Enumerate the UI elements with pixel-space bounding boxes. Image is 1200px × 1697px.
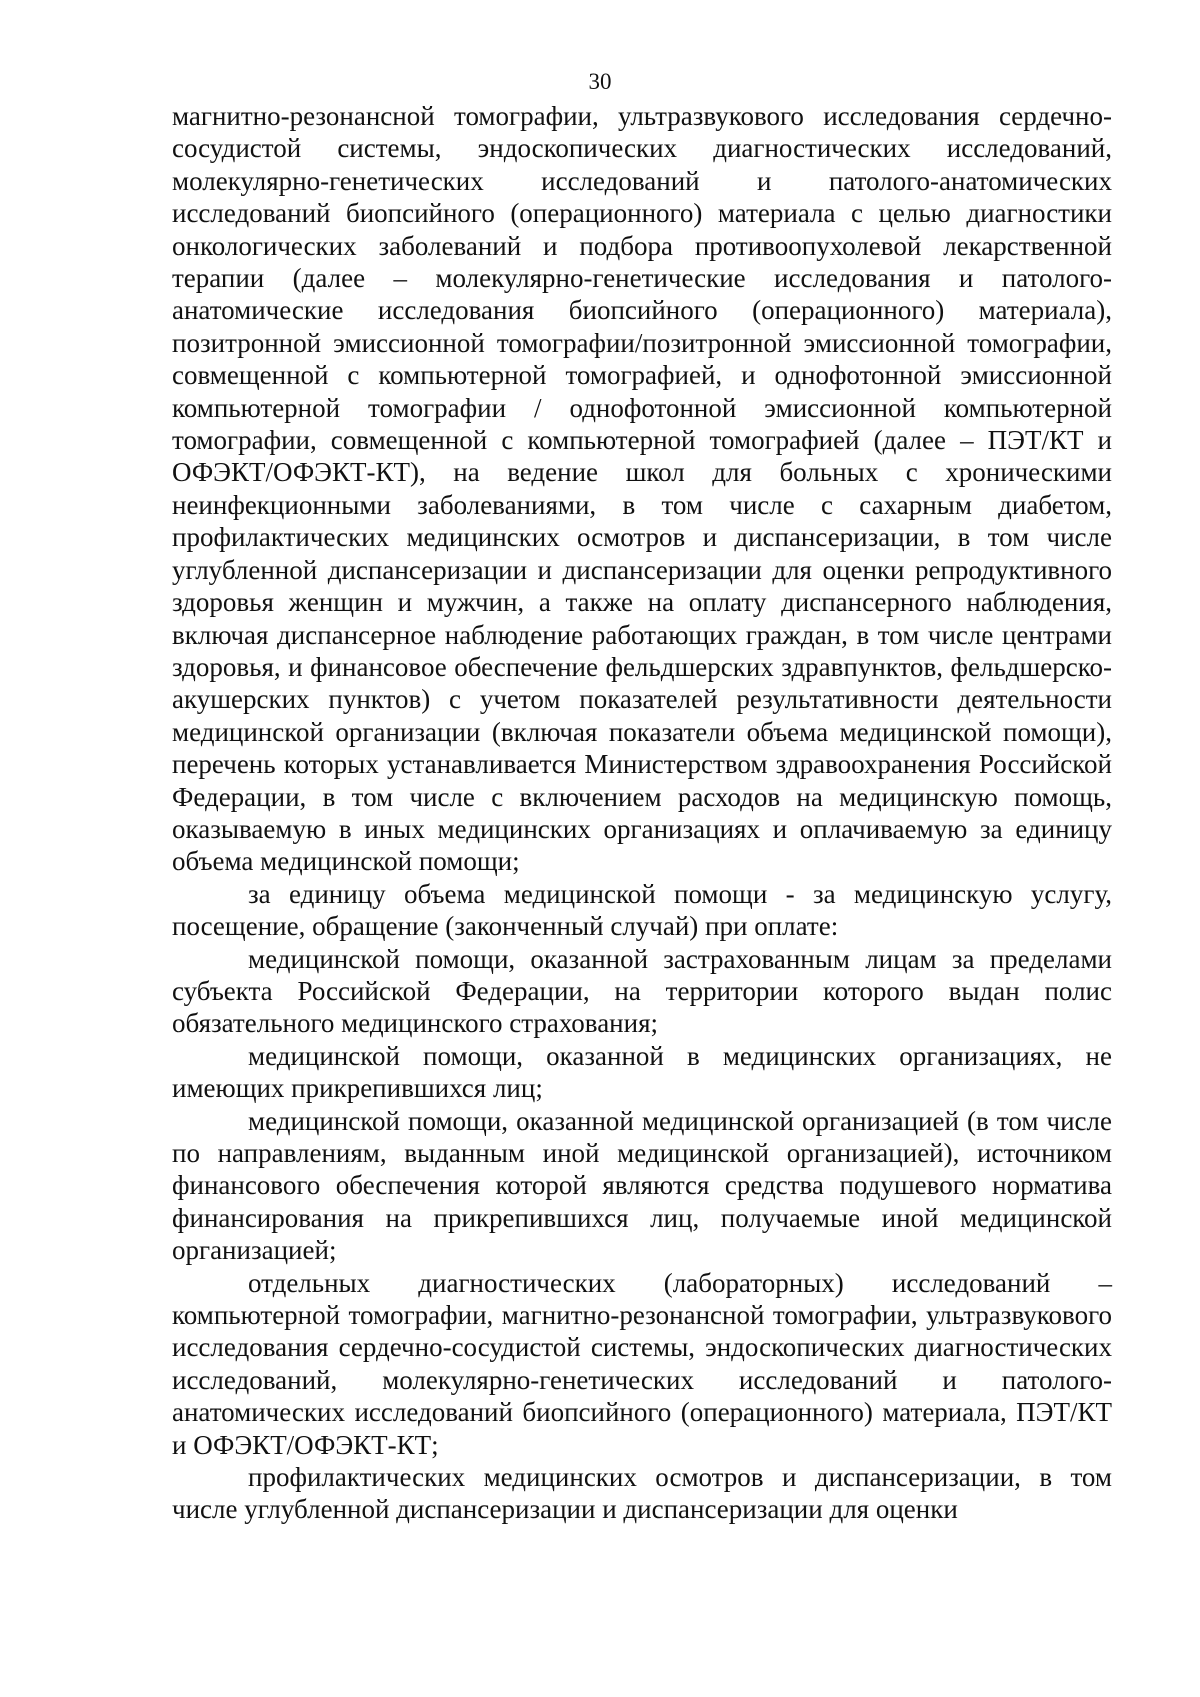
document-body — [172, 100, 1112, 1526]
page-number: 30 — [588, 69, 612, 94]
paragraph-6: отдельных диагностических (лабораторных) исследований – компьютерной томографии, магнитно-резонансной томографии, ультразвукового исследования сердечно-сосудистой системы, эндоскопических диагностических исследований, молекулярно-генетических исследований и патолого-анатомических исследований биопсийного (операционного) материала, ПЭТ/КТ и ОФЭКТ/ОФЭКТ-КТ; — [172, 1267, 1112, 1460]
paragraph-3: медицинской помощи, оказанной застрахованным лицам за пределами субъекта Российской Федерации, на территории которого выдан полис обязательного медицинского страхования; — [172, 943, 1112, 1039]
paragraph-4: медицинской помощи, оказанной в медицинских организациях, не имеющих прикрепившихся лиц; — [172, 1040, 1112, 1104]
paragraph-5: медицинской помощи, оказанной медицинской организацией (в том числе по направлениям, выданным иной медицинской организацией), источником финансового обеспечения которой являются средства подушевого норматива финансирования на прикрепившихся лиц, получаемые иной медицинской организацией; — [172, 1105, 1112, 1266]
paragraph-7: профилактических медицинских осмотров и диспансеризации, в том числе углубленной диспансеризации и диспансеризации для оценки — [172, 1462, 1112, 1525]
paragraph-2: за единицу объема медицинской помощи - за медицинскую услугу, посещение, обращение (законченный случай) при оплате: — [172, 878, 1112, 942]
paragraph-1: магнитно-резонансной томографии, ультразвукового исследования сердечно-сосудистой системы, эндоскопических диагностических исследований, молекулярно-генетических исследований и патолого-анатомических исследований биопсийного (операционного) материала с целью диагностики онкологических заболеваний и подбора противоопухолевой лекарственной терапии (далее – молекулярно-генетические исследования и патолого-анатомические исследования биопсийного (операционного) материала), позитронной эмиссионной томографии/позитронной эмиссионной томографии, совмещенной с компьютерной томографией, и однофотонной эмиссионной компьютерной томографии / однофотонной эмиссионной компьютерной томографии, совмещенной с компьютерной томографией (далее – ПЭТ/КТ и ОФЭКТ/ОФЭКТ-КТ), на ведение школ для больных с хроническими неинфекционными заболеваниями, в том числе с сахарным диабетом, профилактических медицинских осмотров и диспансеризации, в том числе углубленной диспансеризации и диспансеризации для оценки репродуктивного здоровья женщин и мужчин, а также на оплату диспансерного наблюдения, включая диспансерное наблюдение работающих граждан, в том числе центрами здоровья, и финансовое обеспечение фельдшерских здравпунктов, фельдшерско-акушерских пунктов) с учетом показателей результативности деятельности медицинской организации (включая показатели объема медицинской помощи), перечень которых устанавливается Министерством здравоохранения Российской Федерации, в том числе с включением расходов на медицинскую помощь, оказываемую в иных медицинских организациях и оплачиваемую за единицу объема медицинской помощи; — [172, 101, 1112, 877]
